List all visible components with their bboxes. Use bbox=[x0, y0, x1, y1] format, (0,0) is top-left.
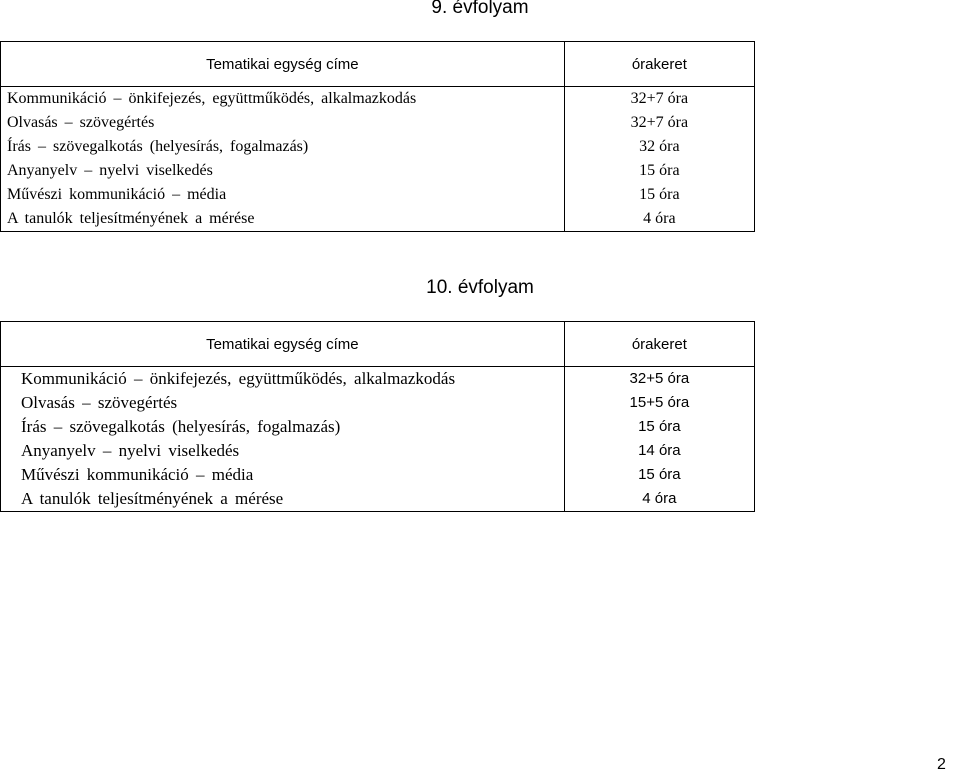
grade-9-heading: 9. évfolyam bbox=[431, 0, 529, 18]
table-body-row bbox=[1, 367, 755, 512]
grade-10-heading: 10. évfolyam bbox=[426, 277, 534, 298]
topic-item: Művészi kommunikáció – média bbox=[21, 465, 254, 484]
hours-item: 14 óra bbox=[638, 442, 681, 459]
topic-item: Kommunikáció – önkifejezés, együttműködés, alkalmazkodás bbox=[21, 369, 456, 388]
hours-item: 4 óra bbox=[642, 490, 677, 507]
hours-item: 32+7 óra bbox=[630, 114, 689, 131]
topic-item: Művészi kommunikáció – média bbox=[7, 186, 227, 203]
hours-item: 15 óra bbox=[638, 466, 681, 483]
topic-item: Írás – szövegalkotás (helyesírás, fogalmazás) bbox=[21, 417, 341, 436]
topic-item: Olvasás – szövegértés bbox=[7, 114, 155, 131]
topic-cell bbox=[1, 87, 565, 232]
hours-item: 4 óra bbox=[643, 210, 676, 227]
hours-item: 15 óra bbox=[639, 186, 680, 203]
hours-cell bbox=[564, 367, 754, 512]
topic-item: A tanulók teljesítményének a mérése bbox=[21, 489, 284, 508]
table-body-row bbox=[1, 87, 755, 232]
topic-cell bbox=[1, 367, 565, 512]
hours-column-header: órakeret bbox=[564, 42, 754, 87]
hours-item: 15 óra bbox=[638, 418, 681, 435]
hours-item: 32+5 óra bbox=[629, 370, 690, 387]
grade-10-table bbox=[0, 321, 755, 512]
hours-item: 32 óra bbox=[639, 138, 680, 155]
page-number: 2 bbox=[937, 756, 946, 773]
topic-item: Kommunikáció – önkifejezés, együttműködés, alkalmazkodás bbox=[7, 90, 417, 107]
hours-item: 32+7 óra bbox=[630, 90, 689, 107]
topic-item: Írás – szövegalkotás (helyesírás, fogalmazás) bbox=[7, 138, 309, 155]
hours-item: 15 óra bbox=[639, 162, 680, 179]
topic-column-header: Tematikai egység címe bbox=[1, 322, 565, 367]
topic-item: Anyanyelv – nyelvi viselkedés bbox=[7, 162, 213, 179]
topic-column-header: Tematikai egység címe bbox=[1, 42, 565, 87]
topic-item: Olvasás – szövegértés bbox=[21, 393, 178, 412]
grade-9-table bbox=[0, 41, 755, 232]
table-header-row bbox=[1, 322, 755, 367]
table-header-row bbox=[1, 42, 755, 87]
hours-column-header: órakeret bbox=[564, 322, 754, 367]
topic-item: Anyanyelv – nyelvi viselkedés bbox=[21, 441, 240, 460]
hours-cell bbox=[564, 87, 754, 232]
hours-item: 15+5 óra bbox=[629, 394, 690, 411]
topic-item: A tanulók teljesítményének a mérése bbox=[7, 210, 255, 227]
